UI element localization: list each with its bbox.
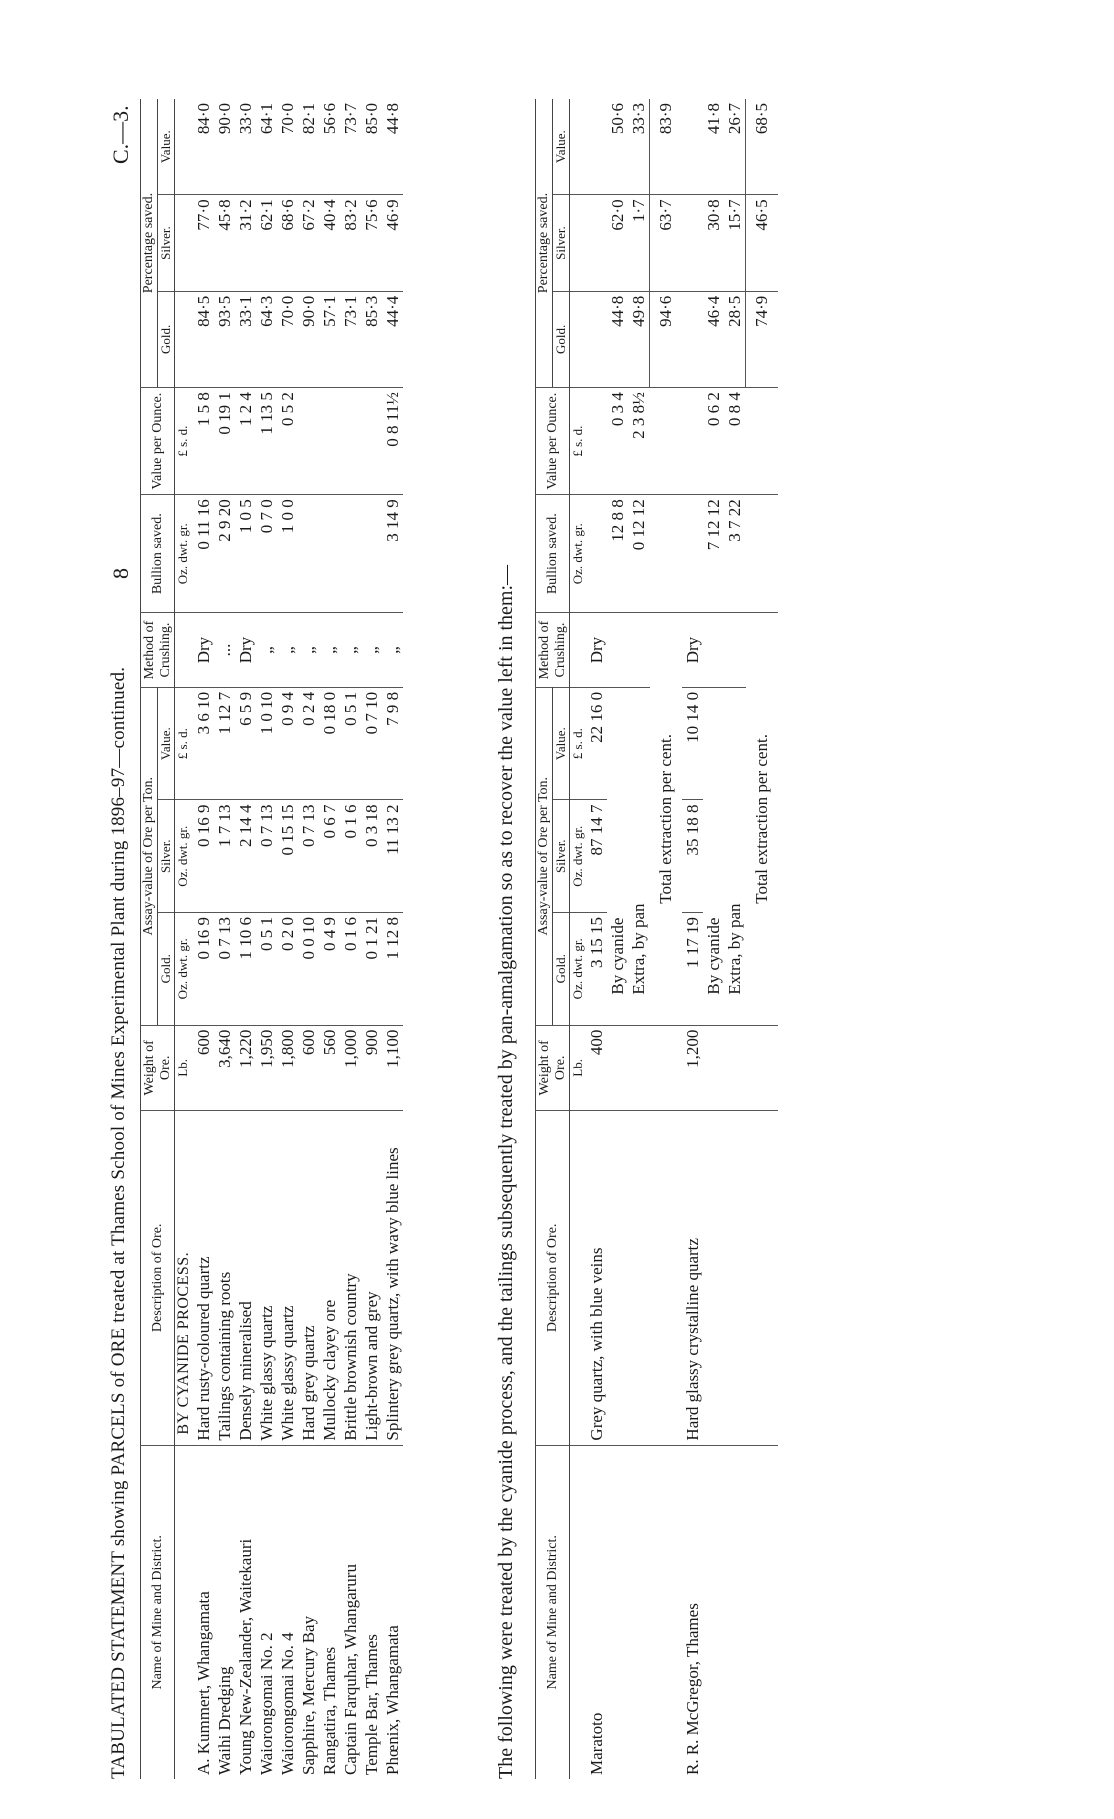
empty: [586, 99, 607, 195]
value-per-ounce: 1 5 8: [193, 388, 214, 495]
ore-description: Tailings containing roots: [214, 1111, 235, 1445]
col-pct-value: Value.: [158, 99, 175, 195]
pct-silver: 15·7: [724, 195, 746, 291]
crushing-method: Dry: [235, 613, 256, 688]
ore-description: Splintery grey quartz, with wavy blue lines: [382, 1111, 403, 1445]
assay-silver: 0 1 6: [340, 800, 361, 913]
bullion-saved: 0 7 0: [256, 495, 277, 613]
value-per-ounce: [319, 388, 340, 495]
pct-silver: 30·8: [703, 195, 724, 291]
mine-name: Waihi Dredging: [214, 1445, 235, 1779]
value-per-ounce: 2 3 8½: [628, 388, 650, 495]
table-row: [382, 99, 403, 1779]
pct-value: 33·0: [236, 103, 255, 135]
ore-description: Grey quartz, with blue veins: [586, 1111, 607, 1445]
empty: [628, 1025, 650, 1111]
assay-gold: 1 10 6: [235, 913, 256, 1026]
col-pct-silver-2: Silver.: [553, 195, 570, 291]
pan-amalgamation-table: [535, 99, 778, 1779]
pct-gold: 44·4: [382, 291, 403, 387]
bullion-saved: [361, 495, 382, 613]
col-weight-2: Weight of Ore.: [536, 1025, 570, 1111]
bullion-saved: 7 12 12: [703, 495, 724, 613]
pct-value: 83·9: [650, 99, 683, 195]
empty: [746, 388, 779, 495]
col-method-2: Method of Crushing.: [536, 613, 570, 688]
ore-weight: 600: [193, 1025, 214, 1111]
rotated-page: [0, 39, 1114, 1819]
treatment-label: Extra, by pan: [724, 687, 746, 1025]
empty: [746, 1445, 779, 1779]
ore-weight: 1,200: [682, 1025, 703, 1111]
ore-description: Densely mineralised: [235, 1111, 256, 1445]
assay-silver: 2 14 4: [235, 800, 256, 913]
empty: [724, 613, 746, 688]
col-gold: Gold.: [158, 913, 175, 1026]
col-name-2: Name of Mine and District.: [536, 1445, 570, 1779]
empty: [746, 1111, 779, 1445]
pct-value: 26·7: [725, 103, 744, 135]
unit-gold: Oz. dwt. gr.: [175, 913, 194, 1026]
unit-value-2: £ s. d.: [570, 687, 587, 800]
crushing-method: Dry: [586, 613, 607, 688]
section-label: BY CYANIDE PROCESS.: [175, 1251, 192, 1435]
table-row: [298, 99, 319, 1779]
pct-gold: 46·4: [703, 291, 724, 387]
assay-value: 22 16 0: [586, 687, 607, 800]
pct-silver: 63·7: [650, 195, 683, 291]
empty: [607, 1445, 628, 1779]
col-percentage: Percentage saved.: [141, 99, 158, 388]
total-row: [746, 99, 779, 1779]
col-pct-gold: Gold.: [158, 291, 175, 387]
bullion-saved: 3 14 9: [382, 495, 403, 613]
col-bullion: Bullion saved.: [141, 495, 175, 613]
page-title: TABULATED STATEMENT showing PARCELS of ORE treated at Thames School of Mines Experimental Plant during 1896–97—continued.: [108, 666, 129, 1779]
crushing-method: ...: [214, 613, 235, 688]
pct-value: 82·1: [299, 103, 318, 135]
mine-name: Sapphire, Mercury Bay: [298, 1445, 319, 1779]
assay-value: 7 9 8: [382, 687, 403, 800]
pct-silver: 67·2: [298, 195, 319, 291]
mine-name: Rangatira, Thames: [319, 1445, 340, 1779]
ore-weight: 1,220: [235, 1025, 256, 1111]
pct-gold: 70·0: [277, 291, 298, 387]
assay-gold: 0 16 9: [193, 913, 214, 1026]
unit-gold-2: Oz. dwt. gr.: [570, 913, 587, 1026]
pct-value: 84·0: [194, 103, 213, 135]
assay-gold: 0 5 1: [256, 913, 277, 1026]
pct-value: 90·0: [215, 103, 234, 135]
assay-value: 0 18 0: [319, 687, 340, 800]
pct-gold: 74·9: [746, 291, 779, 387]
assay-gold: 0 7 13: [214, 913, 235, 1026]
treatment-note: The following were treated by the cyanide process, and the tailings subsequently treated by pan-amalgamation so as to recover the value left in them:—: [495, 564, 517, 1779]
pct-value: 50·6: [608, 103, 627, 135]
assay-gold: 0 1 6: [340, 913, 361, 1026]
col-description-2: Description of Ore.: [536, 1111, 570, 1445]
total-label: Total extraction per cent.: [746, 613, 779, 1025]
value-per-ounce: [298, 388, 319, 495]
bullion-saved: 1 0 5: [235, 495, 256, 613]
treatment-label: By cyanide: [607, 687, 628, 1025]
table-row: [319, 99, 340, 1779]
table-row: [193, 99, 214, 1779]
crushing-method: Dry: [193, 613, 214, 688]
mine-name: Phœnix, Whangamata: [382, 1445, 403, 1779]
empty: [724, 1025, 746, 1111]
pct-gold: 33·1: [235, 291, 256, 387]
col-weight: Weight of Ore.: [141, 1025, 175, 1111]
ore-description: White glassy quartz: [277, 1111, 298, 1445]
pct-silver: 46·5: [746, 195, 779, 291]
value-per-ounce: 0 8 11½: [382, 388, 403, 495]
ore-weight: 1,950: [256, 1025, 277, 1111]
total-row: [650, 99, 683, 1779]
empty: [650, 1025, 683, 1111]
pct-gold: 84·5: [193, 291, 214, 387]
ore-weight: 1,100: [382, 1025, 403, 1111]
empty: [682, 99, 703, 195]
unit-silver-2: Oz. dwt. gr.: [570, 800, 587, 913]
assay-gold: 0 0 10: [298, 913, 319, 1026]
bullion-saved: [319, 495, 340, 613]
pct-silver: 68·6: [277, 195, 298, 291]
empty: [703, 1445, 724, 1779]
value-per-ounce: 0 19 1: [214, 388, 235, 495]
unit-per-ounce-2: £ s. d.: [570, 388, 587, 495]
pct-silver: 62·1: [256, 195, 277, 291]
crushing-method: „: [340, 613, 361, 688]
assay-value: 3 6 10: [193, 687, 214, 800]
pct-value: 70·0: [278, 103, 297, 135]
pct-silver: 45·8: [214, 195, 235, 291]
empty: [650, 388, 683, 495]
treatment-label: By cyanide: [703, 687, 724, 1025]
pct-value: 41·8: [704, 103, 723, 135]
assay-value: 0 9 4: [277, 687, 298, 800]
assay-silver: 0 6 7: [319, 800, 340, 913]
pct-value: 56·6: [320, 103, 339, 135]
pct-gold: 90·0: [298, 291, 319, 387]
empty: [586, 495, 607, 613]
empty: [724, 1445, 746, 1779]
assay-value: 0 2 4: [298, 687, 319, 800]
treatment-label: Extra, by pan: [628, 687, 650, 1025]
table-row: [340, 99, 361, 1779]
empty: [586, 388, 607, 495]
assay-gold: 0 2 0: [277, 913, 298, 1026]
assay-silver: 0 7 13: [298, 800, 319, 913]
mine-name: Temple Bar, Thames: [361, 1445, 382, 1779]
pct-silver: 75·6: [361, 195, 382, 291]
empty: [650, 1445, 683, 1779]
pct-gold: 28·5: [724, 291, 746, 387]
assay-silver: 0 3 18: [361, 800, 382, 913]
value-per-ounce: 1 2 4: [235, 388, 256, 495]
crushing-method: Dry: [682, 613, 703, 688]
pct-silver: 40·4: [319, 195, 340, 291]
col-pct-gold-2: Gold.: [553, 291, 570, 387]
value-per-ounce: 1 13 5: [256, 388, 277, 495]
pct-gold: 44·8: [607, 291, 628, 387]
ore-weight: 600: [298, 1025, 319, 1111]
pct-gold: 64·3: [256, 291, 277, 387]
assay-silver: 0 16 9: [193, 800, 214, 913]
table-row: [361, 99, 382, 1779]
crushing-method: „: [277, 613, 298, 688]
sub-row: [628, 99, 650, 1779]
pct-value: 44·8: [383, 103, 402, 135]
col-assay: Assay-value of Ore per Ton.: [141, 687, 158, 1025]
bullion-saved: 12 8 8: [607, 495, 628, 613]
pct-gold: 73·1: [340, 291, 361, 387]
assay-silver: 0 15 15: [277, 800, 298, 913]
ore-description: Mullocky clayey ore: [319, 1111, 340, 1445]
table-row: [256, 99, 277, 1779]
bullion-saved: 0 11 16: [193, 495, 214, 613]
col-per-ounce-2: Value per Ounce.: [536, 388, 570, 495]
total-label: Total extraction per cent.: [650, 613, 683, 1025]
col-assay-2: Assay-value of Ore per Ton.: [536, 687, 553, 1025]
bullion-saved: 1 0 0: [277, 495, 298, 613]
assay-value: 1 0 10: [256, 687, 277, 800]
pct-gold: 85·3: [361, 291, 382, 387]
value-per-ounce: 0 5 2: [277, 388, 298, 495]
value-per-ounce: 0 6 2: [703, 388, 724, 495]
col-method: Method of Crushing.: [141, 613, 175, 688]
bullion-saved: 2 9 20: [214, 495, 235, 613]
cyanide-table: [140, 99, 403, 1779]
empty: [628, 613, 650, 688]
unit-lb: Lb.: [175, 1025, 194, 1111]
page-number: 8: [108, 568, 133, 579]
assay-value: 10 14 0: [682, 687, 703, 800]
assay-silver: 1 7 13: [214, 800, 235, 913]
ore-description: Hard rusty-coloured quartz: [193, 1111, 214, 1445]
mine-name: Captain Farquhar, Whangaruru: [340, 1445, 361, 1779]
assay-gold: 0 4 9: [319, 913, 340, 1026]
empty: [703, 1025, 724, 1111]
assay-value: 0 5 1: [340, 687, 361, 800]
empty: [607, 1025, 628, 1111]
mine-name: A. Kummert, Whangamata: [193, 1445, 214, 1779]
bullion-saved: [340, 495, 361, 613]
assay-silver: 87 14 7: [586, 800, 607, 913]
ore-description: Light-brown and grey: [361, 1111, 382, 1445]
empty: [607, 1111, 628, 1445]
assay-gold: 1 17 19: [682, 913, 703, 1026]
pct-gold: 49·8: [628, 291, 650, 387]
empty: [703, 1111, 724, 1445]
ore-weight: 900: [361, 1025, 382, 1111]
col-value: Value.: [158, 687, 175, 800]
pct-silver: 1·7: [628, 195, 650, 291]
pct-silver: 31·2: [235, 195, 256, 291]
value-per-ounce: 0 3 4: [607, 388, 628, 495]
mine-name: Waiorongomai No. 2: [256, 1445, 277, 1779]
table-row: [586, 99, 607, 1779]
assay-silver: 11 13 2: [382, 800, 403, 913]
empty: [682, 388, 703, 495]
unit-bullion: Oz. dwt. gr.: [175, 495, 194, 613]
col-pct-silver: Silver.: [158, 195, 175, 291]
empty: [586, 195, 607, 291]
ore-description: Brittle brownish country: [340, 1111, 361, 1445]
crushing-method: „: [361, 613, 382, 688]
assay-value: 1 12 7: [214, 687, 235, 800]
empty: [628, 1111, 650, 1445]
pct-value: 73·7: [341, 103, 360, 135]
col-name: Name of Mine and District.: [141, 1445, 175, 1779]
pct-silver: 62·0: [607, 195, 628, 291]
col-value-2: Value.: [553, 687, 570, 800]
ore-description: Hard glassy crystalline quartz: [682, 1111, 703, 1445]
pct-gold: 93·5: [214, 291, 235, 387]
pct-value: 64·1: [257, 103, 276, 135]
crushing-method: „: [319, 613, 340, 688]
assay-gold: 3 15 15: [586, 913, 607, 1026]
crushing-method: „: [256, 613, 277, 688]
table-row: [682, 99, 703, 1779]
ore-description: Hard grey quartz: [298, 1111, 319, 1445]
mine-name: Waiorongomai No. 4: [277, 1445, 298, 1779]
col-per-ounce: Value per Ounce.: [141, 388, 175, 495]
bullion-saved: 0 12 12: [628, 495, 650, 613]
empty: [586, 291, 607, 387]
empty: [607, 613, 628, 688]
col-pct-value-2: Value.: [553, 99, 570, 195]
ore-weight: 400: [586, 1025, 607, 1111]
empty: [724, 1111, 746, 1445]
assay-silver: 35 18 8: [682, 800, 703, 913]
ore-weight: 3,640: [214, 1025, 235, 1111]
mine-name: Maratoto: [586, 1445, 607, 1779]
unit-value: £ s. d.: [175, 687, 194, 800]
table-row: [277, 99, 298, 1779]
empty: [628, 1445, 650, 1779]
empty: [682, 495, 703, 613]
unit-lb-2: Lb.: [570, 1025, 587, 1111]
bullion-saved: [298, 495, 319, 613]
sub-row: [703, 99, 724, 1779]
ore-description: White glassy quartz: [256, 1111, 277, 1445]
col-silver: Silver.: [158, 800, 175, 913]
pct-gold: 57·1: [319, 291, 340, 387]
sub-row: [724, 99, 746, 1779]
assay-gold: 0 1 21: [361, 913, 382, 1026]
pct-value: 68·5: [746, 99, 779, 195]
mine-name: Young New-Zealander, Waitekauri: [235, 1445, 256, 1779]
ore-weight: 1,000: [340, 1025, 361, 1111]
col-silver-2: Silver.: [553, 800, 570, 913]
value-per-ounce: [361, 388, 382, 495]
pct-silver: 46·9: [382, 195, 403, 291]
empty: [650, 1111, 683, 1445]
table-row: [214, 99, 235, 1779]
crushing-method: „: [382, 613, 403, 688]
unit-silver: Oz. dwt. gr.: [175, 800, 194, 913]
page-id: C.—3.: [108, 105, 133, 164]
col-percentage-2: Percentage saved.: [536, 99, 553, 388]
pct-value: 85·0: [362, 103, 381, 135]
bullion-saved: 3 7 22: [724, 495, 746, 613]
sub-row: [607, 99, 628, 1779]
assay-value: 6 5 9: [235, 687, 256, 800]
col-gold-2: Gold.: [553, 913, 570, 1026]
unit-bullion-2: Oz. dwt. gr.: [570, 495, 587, 613]
empty: [703, 613, 724, 688]
pct-gold: 94·6: [650, 291, 683, 387]
pct-silver: 83·2: [340, 195, 361, 291]
empty: [650, 495, 683, 613]
crushing-method: „: [298, 613, 319, 688]
assay-gold: 1 12 8: [382, 913, 403, 1026]
empty: [682, 195, 703, 291]
col-bullion-2: Bullion saved.: [536, 495, 570, 613]
assay-silver: 0 7 13: [256, 800, 277, 913]
empty: [746, 1025, 779, 1111]
col-description: Description of Ore.: [141, 1111, 175, 1445]
value-per-ounce: [340, 388, 361, 495]
pct-silver: 77·0: [193, 195, 214, 291]
ore-weight: 560: [319, 1025, 340, 1111]
ore-weight: 1,800: [277, 1025, 298, 1111]
empty: [746, 495, 779, 613]
mine-name: R. R. McGregor, Thames: [682, 1445, 703, 1779]
value-per-ounce: 0 8 4: [724, 388, 746, 495]
assay-value: 0 7 10: [361, 687, 382, 800]
pct-value: 33·3: [629, 103, 648, 135]
unit-per-ounce: £ s. d.: [175, 388, 194, 495]
table-row: [235, 99, 256, 1779]
empty: [682, 291, 703, 387]
